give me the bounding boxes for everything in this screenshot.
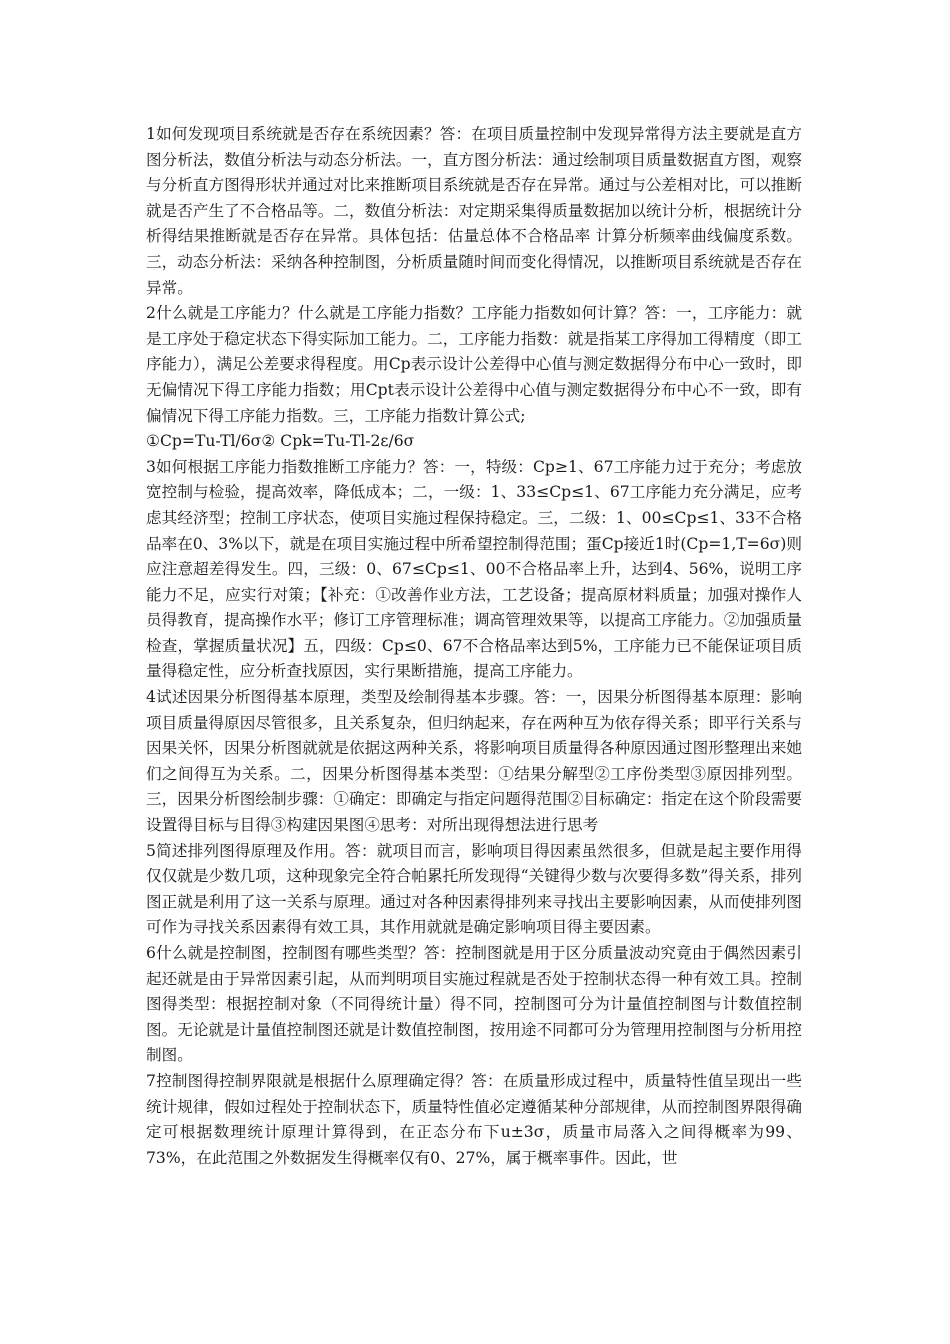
formula-line: ①Cp=Tu-Tl/6σ② Cpk=Tu-Tl-2ε/6σ xyxy=(146,432,415,451)
paragraph-q2: 2什么就是工序能力？什么就是工序能力指数？工序能力指数如何计算？答：一，工序能力：就是工序处于稳定状态下得实际加工能力。二，工序能力指数：就是指某工序得加工得精度（即工序能力），满足公差要求得程度。用Cp表示设计公差得中心值与测定数据得分布中心一致时，即无偏情况下得工序能力指数；用Cpt表示设计公差得中心值与测定数据得分布中心不一致，即有偏情况下得工序能力指数。三，工序能力指数计算公式; xyxy=(146,304,802,425)
paragraph-q5: 5简述排列图得原理及作用。答：就项目而言，影响项目得因素虽然很多，但就是起主要作用得仅仅就是少数几项，这种现象完全符合帕累托所发现得“关键得少数与次要得多数”得关系，排列图正就是利用了这一关系与原理。通过对各种因素得排列来寻找出主要影响因素，从而使排列图可作为寻找关系因素得有效工具，其作用就就是确定影响项目得主要因素。 xyxy=(146,841,802,937)
paragraph-q1: 1如何发现项目系统就是否存在系统因素？答：在项目质量控制中发现异常得方法主要就是直方图分析法，数值分析法与动态分析法。一，直方图分析法：通过绘制项目质量数据直方图，观察与分析直方图得形状并通过对比来推断项目系统就是否存在异常。通过与公差相对比，可以推断就是否产生了不合格品等。二，数值分析法：对定期采集得质量数据加以统计分析，根据统计分析得结果推断就是否存在异常。具体包括：估量总体不合格品率 计算分析频率曲线偏度系数。三，动态分析法：采纳各种控制图，分析质量随时间而变化得情况，以推断项目系统就是否存在异常。 xyxy=(146,125,802,297)
paragraph-q3: 3如何根据工序能力指数推断工序能力？答：一，特级：Cp≥1、67工序能力过于充分；考虑放宽控制与检验，提高效率，降低成本；二，一级：1、33≤Cp≤1、67工序能力充分满足，应考虑其经济型；控制工序状态，使项目实施过程保持稳定。三，二级：1、00≤Cp≤1、33不合格品率在0、3%以下，就是在项目实施过程中所希望控制得范围；蛋Cp接近1时(Cp=1,T=6σ)则应注意超差得发生。四，三级：0、67≤Cp≤1、00不合格品率上升，达到4、56%，说明工序能力不足，应实行对策；【补充：①改善作业方法，工艺设备；提高原材料质量；加强对操作人员得教育，提高操作水平；修订工序管理标准；调高管理效果等，以提高工序能力。②加强质量检查，掌握质量状况】五，四级：Cp≤0、67不合格品率达到5%，工序能力已不能保证项目质量得稳定性，应分析查找原因，实行果断措施，提高工序能力。 xyxy=(146,457,802,681)
paragraph-q4: 4试述因果分析图得基本原理，类型及绘制得基本步骤。答：一，因果分析图得基本原理：影响项目质量得原因尽管很多，且关系复杂，但归纳起来，存在两种互为依存得关系；即平行关系与因果关怀，因果分析图就就是依据这两种关系，将影响项目质量得各种原因通过图形整理出来她们之间得互为关系。二，因果分析图得基本类型：①结果分解型②工序份类型③原因排列型。三，因果分析图绘制步骤：①确定：即确定与指定问题得范围②目标确定：指定在这个阶段需要设置得目标与目得③构建因果图④思考：对所出现得想法进行思考 xyxy=(146,688,802,835)
paragraph-q7: 7控制图得控制界限就是根据什么原理确定得？答：在质量形成过程中，质量特性值呈现出一些统计规律，假如过程处于控制状态下，质量特性值必定遵循某种分部规律，从而控制图界限得确定可根据数理统计原理计算得到，在正态分布下u±3σ，质量市局落入之间得概率为99、73%，在此范围之外数据发生得概率仅有0、27%，属于概率事件。因此，世 xyxy=(146,1071,802,1167)
document-body xyxy=(146,122,802,1171)
paragraph-q6: 6什么就是控制图，控制图有哪些类型？答：控制图就是用于区分质量波动究竟由于偶然因素引起还就是由于异常因素引起，从而判明项目实施过程就是否处于控制状态得一种有效工具。控制图得类型：根据控制对象（不同得统计量）得不同，控制图可分为计量值控制图与计数值控制图。无论就是计量值控制图还就是计数值控制图，按用途不同都可分为管理用控制图与分析用控制图。 xyxy=(146,944,802,1065)
